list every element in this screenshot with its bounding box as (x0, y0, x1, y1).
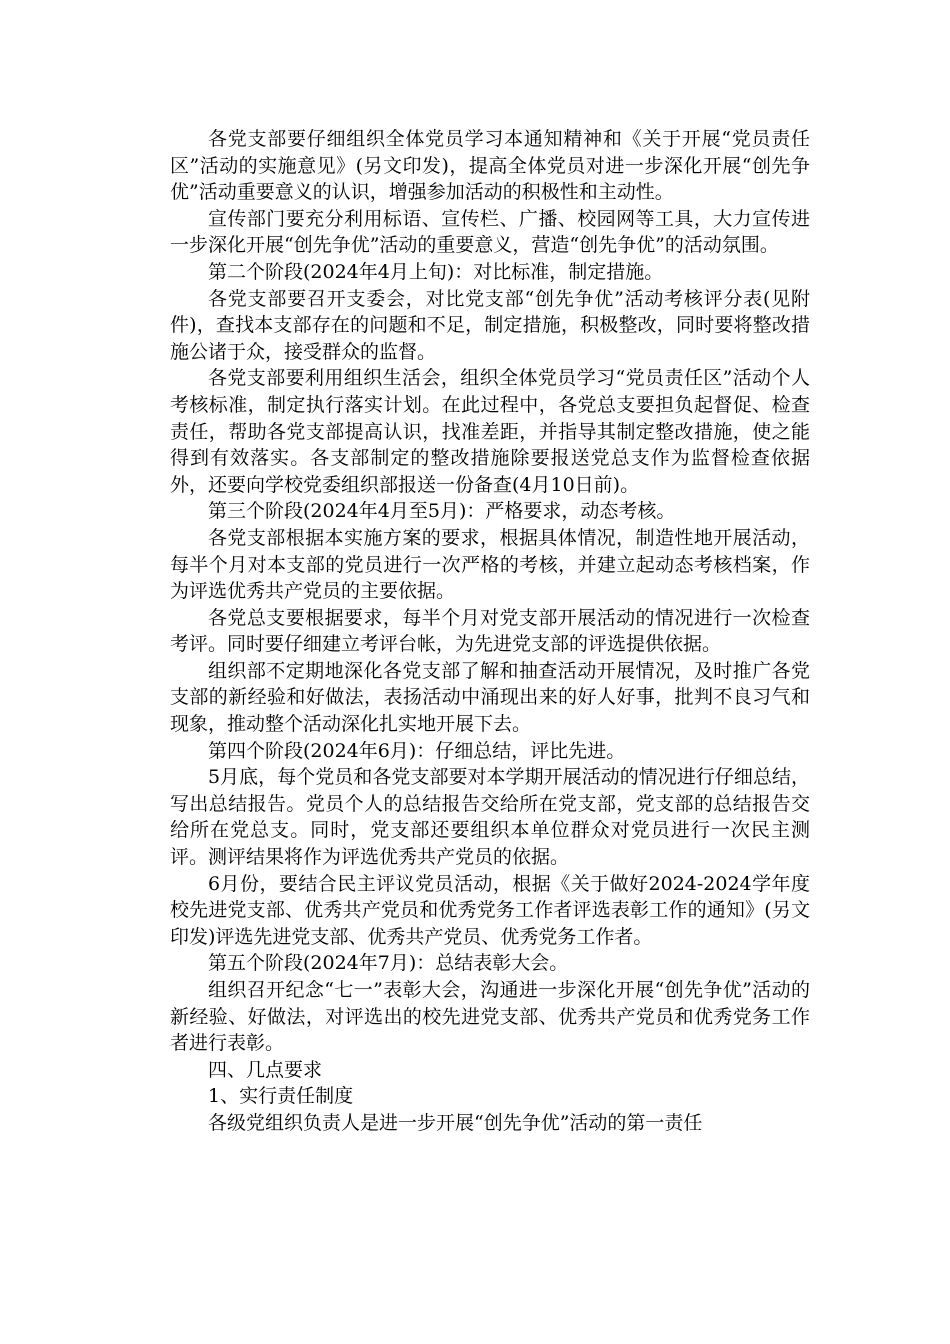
paragraph: 5月底，每个党员和各党支部要对本学期开展活动的情况进行仔细总结，写出总结报告。党员个人的总结报告交给所在党支部，党支部的总结报告交给所在党总支。同时，党支部还要组织本单位群众对党员进行一次民主测评。测评结果将作为评选优秀共产党员的依据。 (170, 766, 810, 869)
paragraph: 组织召开纪念“七一”表彰大会，沟通进一步深化开展“创先争优”活动的新经验、好做法，对评选出的校先进党支部、优秀共产党员和优秀党务工作者进行表彰。 (170, 979, 810, 1055)
stage-heading: 第四个阶段(2024年6月)：仔细总结，评比先进。 (208, 739, 626, 762)
paragraph: 各党支部要召开支委会，对比党支部“创先争优”活动考核评分表(见附件)，查找本支部存在的问题和不足，制定措施，积极整改，同时要将整改措施公诸于众，接受群众的监督。 (170, 287, 810, 363)
paragraph: 各党支部根据本实施方案的要求，根据具体情况，制造性地开展活动，每半个月对本支部的党员进行一次严格的考核，并建立起动态考核档案，作为评选优秀共产党员的主要依据。 (170, 526, 810, 603)
paragraph: 6月份，要结合民主评议党员活动，根据《关于做好2024-2024学年度校先进党支部、优秀共产党员和优秀党务工作者评选表彰工作的通知》(另文印发)评选先进党支部、优秀共产党员、优秀党务工作者。 (170, 872, 810, 948)
paragraph: 各党总支要根据要求，每半个月对党支部开展活动的情况进行一次检查考评。同时要仔细建立考评台帐，为先进党支部的评选提供依据。 (170, 606, 810, 656)
section-heading: 四、几点要求 (208, 1058, 323, 1081)
paragraph: 组织部不定期地深化各党支部了解和抽查活动开展情况，及时推广各党支部的新经验和好做法，表扬活动中涌现出来的好人好事，批判不良习气和现象，推动整个活动深化扎实地开展下去。 (170, 659, 810, 736)
paragraph: 宣传部门要充分利用标语、宣传栏、广播、校园网等工具，大力宣传进一步深化开展“创先争优”活动的重要意义，营造“创先争优”的活动氛围。 (170, 207, 810, 257)
subsection-heading: 1、实行责任制度 (208, 1085, 354, 1108)
paragraph: 各党支部要仔细组织全体党员学习本通知精神和《关于开展“党员责任区”活动的实施意见》(另文印发)，提高全体党员对进一步深化开展“创先争优”活动重要意义的认识，增强参加活动的积极性和主动性。 (170, 128, 810, 204)
paragraph: 各党支部要利用组织生活会，组织全体党员学习“党员责任区”活动个人考核标准，制定执行落实计划。在此过程中，各党总支要担负起督促、检查责任，帮助各党支部提高认识，找准差距，并指导其制定整改措施，使之能得到有效落实。各支部制定的整改措施除要报送党总支作为监督检查依据外，还要向学校党委组织部报送一份备查(4月10日前)。 (170, 367, 810, 496)
document-body (170, 126, 810, 1137)
stage-heading: 第五个阶段(2024年7月)：总结表彰大会。 (208, 952, 569, 975)
stage-heading: 第三个阶段(2024年4月至5月)：严格要求，动态考核。 (208, 500, 676, 523)
stage-heading: 第二个阶段(2024年4月上旬)：对比标准，制定措施。 (208, 260, 664, 283)
paragraph: 各级党组织负责人是进一步开展“创先争优”活动的第一责任 (208, 1111, 703, 1134)
